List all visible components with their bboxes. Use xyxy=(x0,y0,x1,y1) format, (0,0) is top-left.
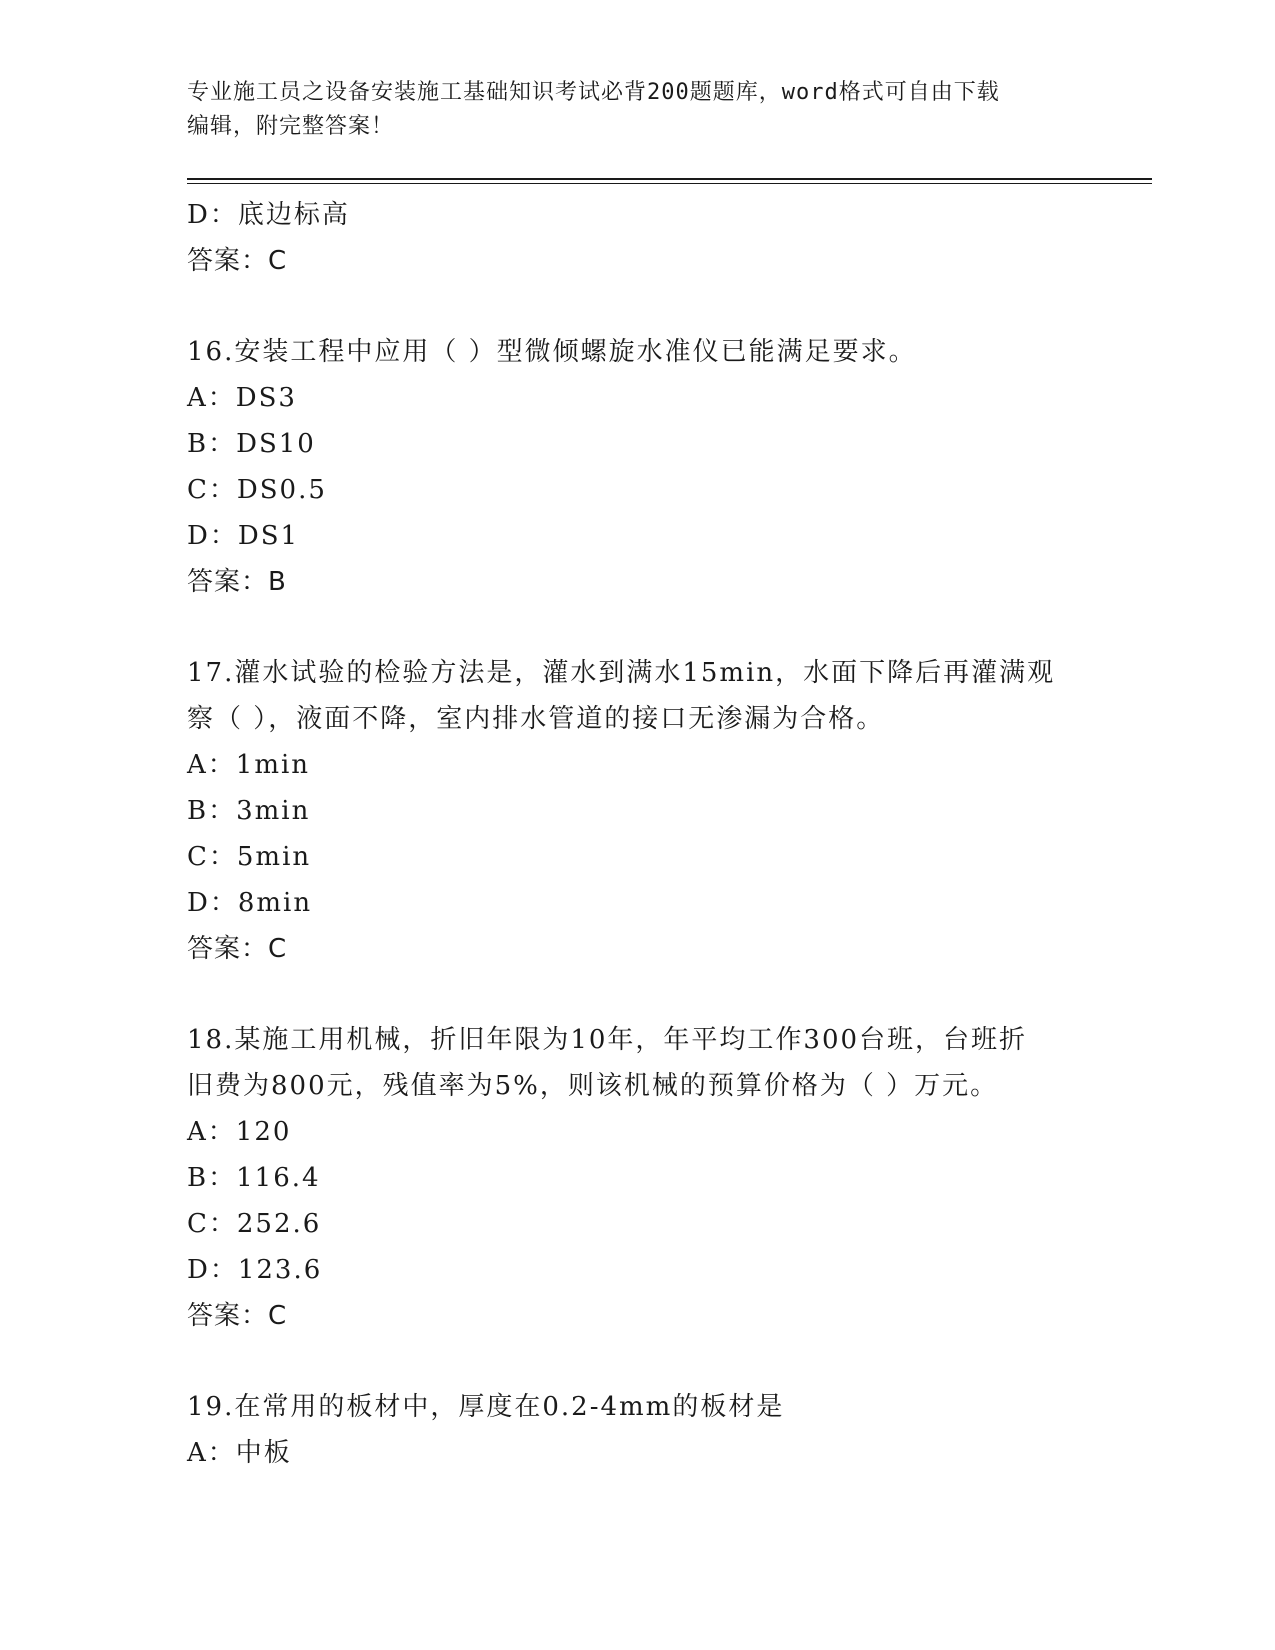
option-c: C：5min xyxy=(187,842,312,872)
header-rule-thin xyxy=(187,183,1152,184)
option-d: D：DS1 xyxy=(187,521,300,551)
question-18 xyxy=(187,1017,1087,1339)
option-b: B：DS10 xyxy=(187,429,316,459)
question-stem-line-2: 察（ ），液面不降，室内排水管道的接口无渗漏为合格。 xyxy=(187,704,885,734)
option-b: B：3min xyxy=(187,796,311,826)
answer: 答案：C xyxy=(187,934,288,964)
spacer xyxy=(187,972,1087,1017)
option-c: C：252.6 xyxy=(187,1209,322,1239)
document-header xyxy=(187,76,1087,144)
question-16 xyxy=(187,329,1087,605)
option-a: A：中板 xyxy=(187,1438,292,1468)
question-stem-line-1: 17.灌水试验的检验方法是，灌水到满水15min，水面下降后再灌满观 xyxy=(187,658,1056,688)
question-stem-line-2: 旧费为800元，残值率为5%，则该机械的预算价格为（ ）万元。 xyxy=(187,1071,999,1101)
option-d: D：底边标高 xyxy=(187,200,350,230)
answer: 答案：B xyxy=(187,567,287,597)
document-body xyxy=(187,192,1087,1476)
spacer xyxy=(187,1339,1087,1384)
spacer xyxy=(187,284,1087,329)
option-a: A：DS3 xyxy=(187,383,297,413)
header-line-2: 编辑，附完整答案！ xyxy=(187,114,395,139)
answer: 答案：C xyxy=(187,1301,288,1331)
question-15-tail xyxy=(187,192,1087,284)
question-stem: 16.安装工程中应用（ ）型微倾螺旋水准仪已能满足要求。 xyxy=(187,337,917,367)
spacer xyxy=(187,605,1087,650)
option-b: B：116.4 xyxy=(187,1163,321,1193)
question-stem: 19.在常用的板材中，厚度在0.2-4mm的板材是 xyxy=(187,1392,785,1422)
option-a: A：1min xyxy=(187,750,311,780)
header-rule-thick xyxy=(187,178,1152,180)
option-d: D：8min xyxy=(187,888,313,918)
question-19 xyxy=(187,1384,1087,1476)
option-d: D：123.6 xyxy=(187,1255,323,1285)
option-a: A：120 xyxy=(187,1117,292,1147)
question-17 xyxy=(187,650,1087,972)
answer: 答案：C xyxy=(187,246,288,276)
question-stem-line-1: 18.某施工用机械，折旧年限为10年，年平均工作300台班，台班折 xyxy=(187,1025,1028,1055)
option-c: C：DS0.5 xyxy=(187,475,327,505)
header-line-1: 专业施工员之设备安装施工基础知识考试必背200题题库，word格式可自由下载 xyxy=(187,80,1000,105)
